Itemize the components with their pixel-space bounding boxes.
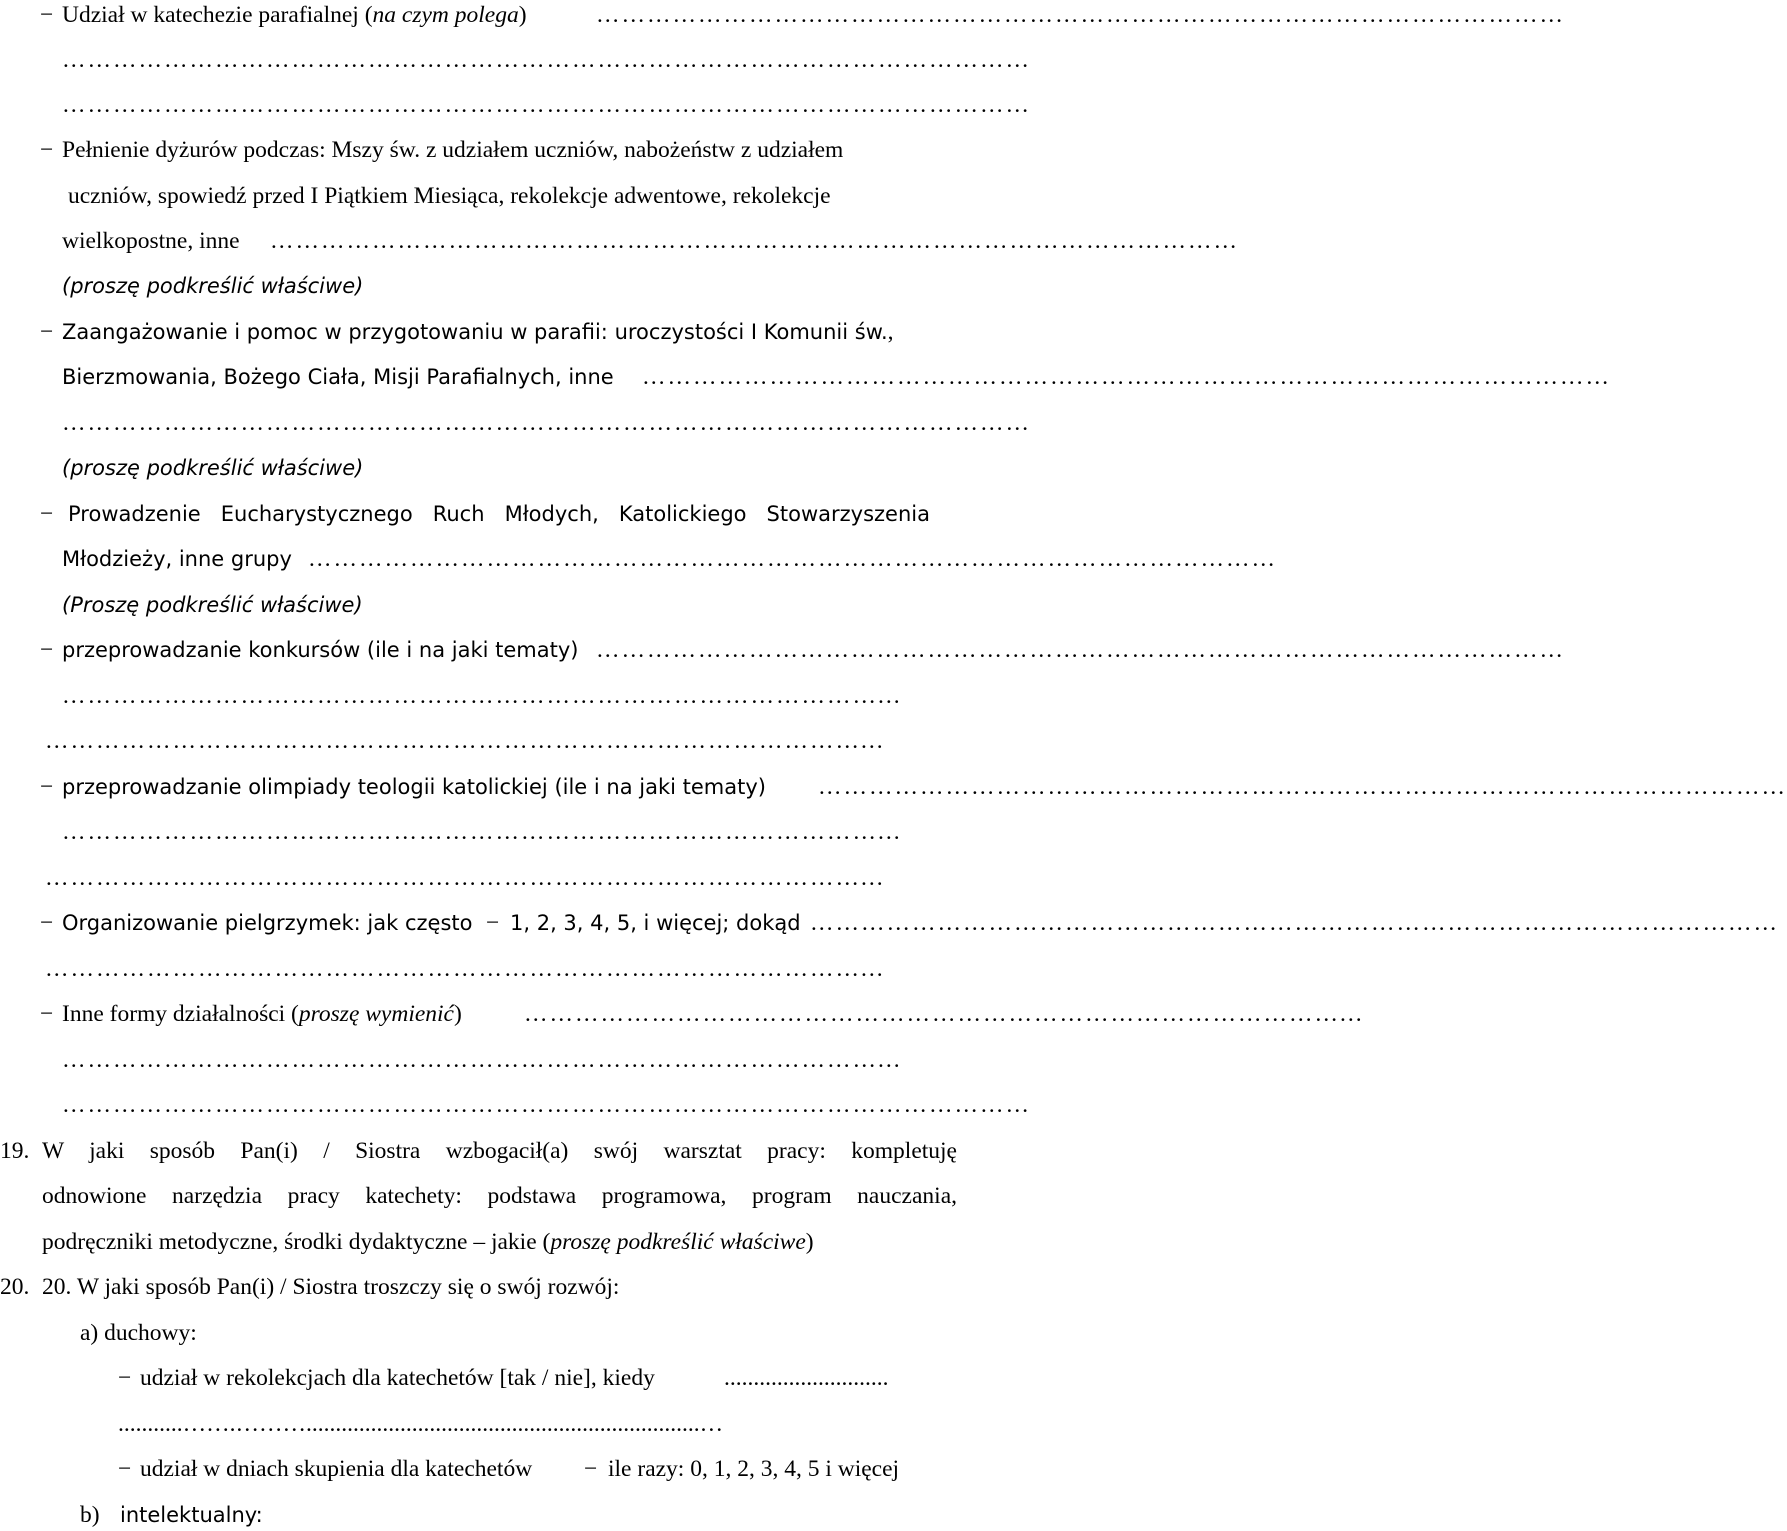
item-text: podręczniki metodyczne, środki dydaktyczne – jakie (	[42, 1229, 551, 1255]
fill-dots: ……………………………………………………………………………………………………	[62, 47, 1031, 73]
item-text: )	[805, 1229, 814, 1255]
fill-dots: ……………………………………………………………………………………...	[45, 728, 885, 754]
item-youth-movement-text: Młodzieży, inne grupy	[62, 547, 292, 571]
item-duty-text: uczniów, spowiedź przed I Piątkiem Miesiąca, rekolekcje adwentowe, rekolekcje	[68, 183, 831, 209]
item-italic-text: na czym polega	[372, 2, 519, 28]
fill-dots: ……………………………………………………………………………………………………	[62, 410, 1031, 436]
item-other-activities	[62, 999, 462, 1029]
list-dash: −	[40, 774, 54, 800]
fill-dots: ...........…….………...................................................................…	[118, 1411, 724, 1437]
item-contests-text: przeprowadzanie konkursów (ile i na jaki tematy)	[62, 638, 579, 662]
list-dash: −	[40, 319, 54, 345]
subitem-b-text: intelektualny:	[120, 1503, 263, 1527]
underline-instruction: (proszę podkreślić właściwe)	[62, 274, 364, 298]
list-dash: −	[584, 1456, 598, 1482]
item-engagement-text	[62, 317, 894, 347]
fill-dots: ……………………………………………………………………………………………………	[596, 2, 1565, 28]
item-text: Zaangażowanie i pomoc w przygotowaniu w parafii: uroczystości I Komunii św.	[62, 320, 888, 344]
list-dash: −	[40, 137, 54, 163]
underline-instruction: (proszę podkreślić właściwe)	[62, 456, 364, 480]
item-pilgrimage-text: Organizowanie pielgrzymek: jak często	[62, 911, 473, 935]
fill-dots: ……………………………………………………………………………………………………	[308, 546, 1277, 572]
fill-dots: ……………………………………………………………………………………...	[45, 865, 885, 891]
list-dash: −	[40, 1001, 54, 1027]
list-dash: −	[486, 910, 500, 936]
fill-dots: ……………………………………………………………………………………………………	[62, 1092, 1031, 1118]
fill-dots: ……………………………………………………………………………………………………	[270, 228, 1239, 254]
item-youth-movement-text: Prowadzenie Eucharystycznego Ruch Młodych, Katolickiego Stowarzyszenia	[68, 502, 930, 526]
underline-instruction: (Proszę podkreślić właściwe)	[62, 593, 363, 617]
question-19-text: W jaki sposób Pan(i) / Siostra wzbogacił(a) swój warsztat pracy: kompletuję	[42, 1138, 957, 1164]
subitem-a-label: a) duchowy:	[80, 1320, 197, 1346]
fill-dots: ……………………………………………………………………………………...	[62, 683, 902, 709]
question-19-number: 19.	[0, 1138, 30, 1164]
fill-dots: ……………………………………………………………………………………...	[62, 819, 902, 845]
item-pilgrimage-text: 1, 2, 3, 4, 5, i więcej; dokąd	[510, 911, 801, 935]
fill-dots: ……………………………………………………………………………………...	[45, 956, 885, 982]
list-dash: −	[40, 910, 54, 936]
fill-dots: ……………………………………………………………………………………...	[524, 1001, 1364, 1027]
fill-dots: ............................	[724, 1365, 889, 1391]
fill-dots: ……………………………………………………………………………………………………	[642, 364, 1611, 390]
item-text: Udział w katechezie parafialnej (	[62, 2, 373, 28]
item-engagement-text: Bierzmowania, Bożego Ciała, Misji Parafialnych, inne	[62, 365, 614, 389]
list-dash: −	[40, 637, 54, 663]
item-olympiad-text: przeprowadzanie olimpiady teologii katolickiej (ile i na jaki tematy)	[62, 775, 766, 799]
fill-dots: ……………………………………………………………………………………………………	[596, 637, 1565, 663]
question-20-text: 20. W jaki sposób Pan(i) / Siostra troszczy się o swój rozwój:	[42, 1274, 620, 1300]
item-text: )	[518, 2, 527, 28]
list-dash: −	[40, 501, 54, 527]
item-italic-text: proszę podkreślić właściwe	[550, 1229, 806, 1255]
fill-dots: ……………………………………………………………………………………………………	[62, 92, 1031, 118]
fill-dots: ……………………………………………………………………………………...	[62, 1047, 902, 1073]
list-dash: −	[40, 2, 54, 28]
item-text: ,	[887, 319, 894, 345]
item-duty-text: wielkopostne, inne	[62, 228, 240, 254]
item-text: Inne formy działalności (	[62, 1001, 299, 1027]
question-19-text: odnowione narzędzia pracy katechety: podstawa programowa, program nauczania,	[42, 1183, 957, 1209]
item-parish-catechesis	[62, 0, 527, 30]
question-20-number: 20.	[0, 1274, 30, 1300]
question-19-text	[42, 1227, 814, 1257]
list-dash: −	[118, 1365, 132, 1391]
recollection-days-text: ile razy: 0, 1, 2, 3, 4, 5 i więcej	[608, 1456, 900, 1482]
item-italic-text: proszę wymienić	[298, 1001, 454, 1027]
fill-dots: ……………………………………………………………………………………………………	[810, 910, 1779, 936]
item-duty-text: Pełnienie dyżurów podczas: Mszy św. z udziałem uczniów, nabożeństw z udziałem	[62, 137, 844, 163]
retreat-participation-text: udział w rekolekcjach dla katechetów [tak / nie], kiedy	[140, 1365, 655, 1391]
item-text: )	[454, 1001, 462, 1027]
list-dash: −	[118, 1456, 132, 1482]
recollection-days-text: udział w dniach skupienia dla katechetów	[140, 1456, 533, 1482]
subitem-b-label: b)	[80, 1502, 100, 1528]
fill-dots: ……………………………………………………………………………………………………	[818, 774, 1787, 800]
